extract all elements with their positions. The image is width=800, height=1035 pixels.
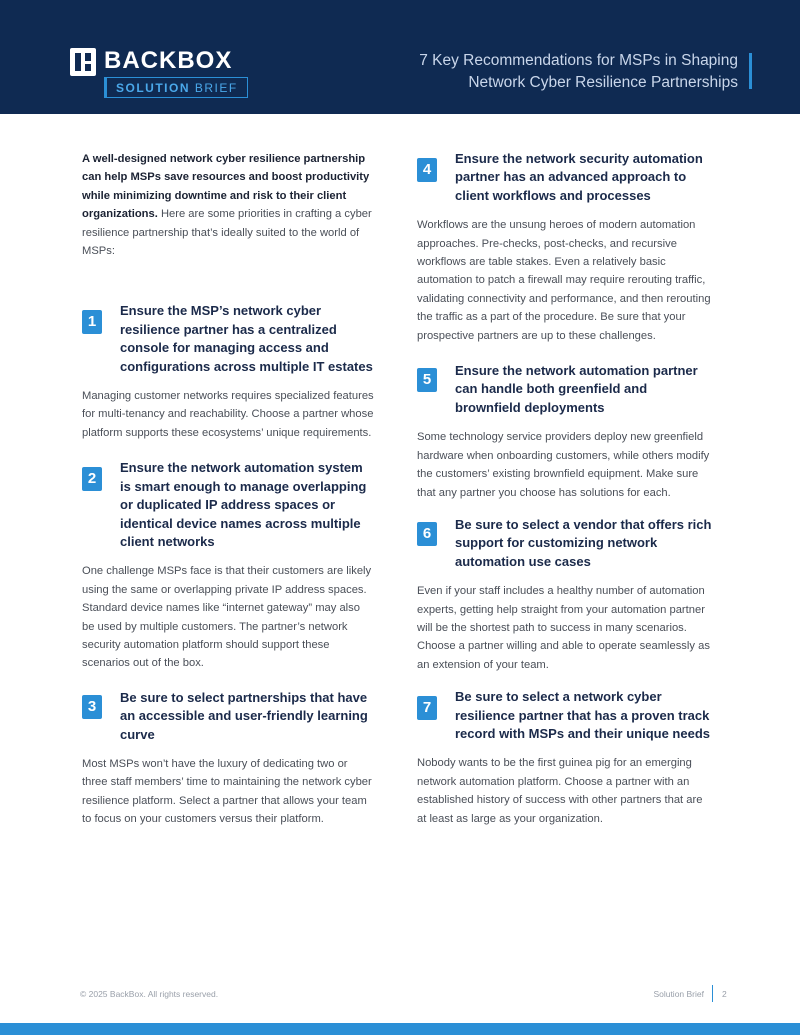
recommendation-title: Be sure to select partnerships that have an accessible and user-friendly learning curve xyxy=(120,689,368,742)
recommendation-6 xyxy=(417,516,713,674)
bottom-accent-bar xyxy=(0,1023,800,1035)
recommendation-body: Even if your staff includes a healthy number of automation experts, getting help straight from your automation partner will be the shortest path to success in many scenarios. Choose a partner willing and able to operate seamlessly as an extension of your team. xyxy=(417,585,710,671)
right-column xyxy=(417,150,713,828)
footer-copyright: © 2025 BackBox. All rights reserved. xyxy=(80,989,219,999)
recommendation-2 xyxy=(82,459,374,672)
recommendation-number: 5 xyxy=(417,368,437,392)
intro-paragraph xyxy=(82,150,374,260)
recommendation-body: Nobody wants to be the first guinea pig for an emerging network automation platform. Choose a partner with an established history of success with other partners that are at least as large as your organization. xyxy=(417,757,703,825)
recommendation-title: Be sure to select a network cyber resilience partner that has a proven track record with MSPs and their unique needs xyxy=(455,689,710,741)
recommendation-number: 7 xyxy=(417,696,437,720)
recommendation-7 xyxy=(417,688,713,828)
document-title-line-1: 7 Key Recommendations for MSPs in Shaping xyxy=(419,52,738,69)
backbox-logo-icon xyxy=(70,48,96,76)
recommendation-title: Ensure the network automation partner can handle both greenfield and brownfield deployments xyxy=(455,363,698,415)
recommendation-title: Ensure the MSP’s network cyber resilience partner has a centralized console for managing access and configurations across multiple IT estates xyxy=(120,303,373,374)
recommendation-title: Ensure the network security automation partner has an advanced approach to client workflows and processes xyxy=(455,151,703,203)
recommendation-body: Most MSPs won’t have the luxury of dedicating two or three staff members’ time to maintaining the network cyber resilience platform. Select a partner that allows your team to focus on your customers versus their platform. xyxy=(82,757,372,826)
logo-wordmark: BACKBOX xyxy=(104,47,233,74)
intro-bold-lead: A well-designed network cyber resilience partnership can help MSPs save resources and boost productivity while minimizing downtime and risk to their client organizations. xyxy=(82,153,370,221)
recommendation-number: 3 xyxy=(82,695,102,719)
recommendation-body: Workflows are the unsung heroes of modern automation approaches. Pre-checks, post-checks, and recursive workflows are table stakes. Even a relatively basic automation to patch a firewall may require rerouting traffic, validating connectivity and performance, and then rerouting the traffic as a part of the procedure. Be sure that your prospective partners are up to these challenges. xyxy=(417,219,711,342)
recommendation-1 xyxy=(82,302,374,442)
footer-divider xyxy=(712,985,713,1002)
badge-light-text: BRIEF xyxy=(194,81,238,95)
backbox-logo xyxy=(70,46,260,102)
recommendation-body: One challenge MSPs face is that their customers are likely using the same or overlapping private IP address spaces. Standard device names like “internet gateway” may also be used by multiple customers. The partner’s network security automation platform should support these scenarios out of the box. xyxy=(82,565,372,670)
footer-page-number: 2 xyxy=(722,989,727,999)
footer-document-label: Solution Brief xyxy=(653,989,704,999)
recommendation-5 xyxy=(417,362,713,502)
recommendation-number: 2 xyxy=(82,467,102,491)
recommendation-body: Some technology service providers deploy new greenfield hardware when onboarding customers, while others modify the customers’ existing brownfield equipment. Make sure that any partner you choose has solutions for each. xyxy=(417,431,710,499)
left-column xyxy=(82,150,374,829)
badge-strong-text: SOLUTION xyxy=(116,81,190,95)
intro-rest: Here are some priorities in crafting a cyber resilience partnership that’s ideally suited to the world of MSPs: xyxy=(82,208,372,258)
recommendation-number: 6 xyxy=(417,522,437,546)
recommendation-body: Managing customer networks requires specialized features for multi-tenancy and reachability. Choose a partner whose platform supports these ecosystems’ unique requirements. xyxy=(82,390,374,439)
recommendation-3 xyxy=(82,689,374,829)
page-header xyxy=(0,0,800,114)
document-title xyxy=(378,50,738,94)
document-title-line-2: Network Cyber Resilience Partnerships xyxy=(468,74,738,91)
recommendation-number: 1 xyxy=(82,310,102,334)
title-accent-bar xyxy=(749,53,752,89)
recommendation-title: Be sure to select a vendor that offers rich support for customizing network automation use cases xyxy=(455,516,712,569)
recommendation-number: 4 xyxy=(417,158,437,182)
recommendation-title: Ensure the network automation system is smart enough to manage overlapping or duplicated IP address spaces or identical device names across multiple client networks xyxy=(120,460,367,549)
recommendation-4 xyxy=(417,150,713,345)
solution-brief-badge xyxy=(104,77,248,98)
